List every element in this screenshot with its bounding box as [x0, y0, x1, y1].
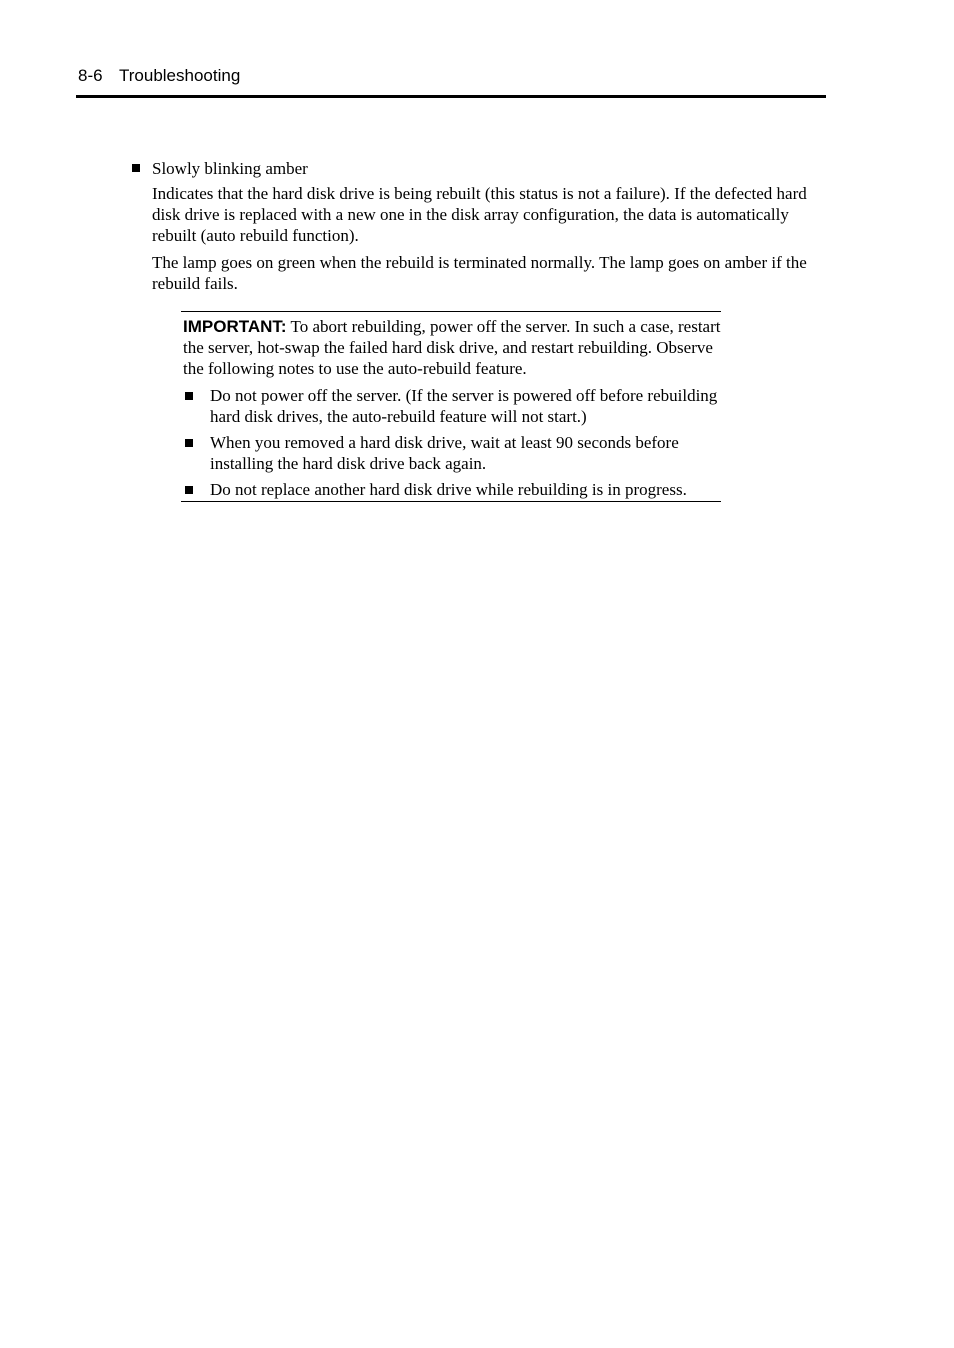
note-text: When you removed a hard disk drive, wait at least 90 seconds before installing the hard disk drive back again. [210, 433, 679, 473]
square-bullet-icon [185, 392, 193, 400]
square-bullet-icon [132, 164, 140, 172]
important-text: To abort rebuilding, power off the server. In such a case, restart the server, hot-swap the failed hard disk drive, and restart rebuilding. Observe the following notes to use the auto-rebuild feature. [183, 317, 721, 378]
important-label: IMPORTANT: [183, 317, 287, 336]
list-item [183, 432, 721, 474]
list-item [183, 479, 721, 500]
list-item [183, 385, 721, 427]
page-header [78, 66, 240, 86]
important-intro [183, 316, 721, 379]
section-number: 8-6 [78, 66, 103, 85]
note-text: Do not replace another hard disk drive while rebuilding is in progress. [210, 480, 687, 499]
note-text: Do not power off the server. (If the server is powered off before rebuilding hard disk drives, the auto-rebuild feature will not start.) [210, 386, 718, 426]
status-title: Slowly blinking amber [152, 159, 308, 178]
lamp-result-paragraph: The lamp goes on green when the rebuild is terminated normally. The lamp goes on amber if the rebuild fails. [152, 253, 807, 293]
section-title: Troubleshooting [119, 66, 241, 85]
important-notice [181, 311, 721, 502]
important-note-list [183, 385, 721, 500]
status-bullet-heading [132, 158, 832, 179]
square-bullet-icon [185, 486, 193, 494]
header-rule [76, 95, 826, 98]
status-description: Indicates that the hard disk drive is being rebuilt (this status is not a failure). If the defected hard disk drive is replaced with a new one in the disk array configuration, the data is automatically rebuilt (auto rebuild function). [152, 184, 807, 245]
square-bullet-icon [185, 439, 193, 447]
